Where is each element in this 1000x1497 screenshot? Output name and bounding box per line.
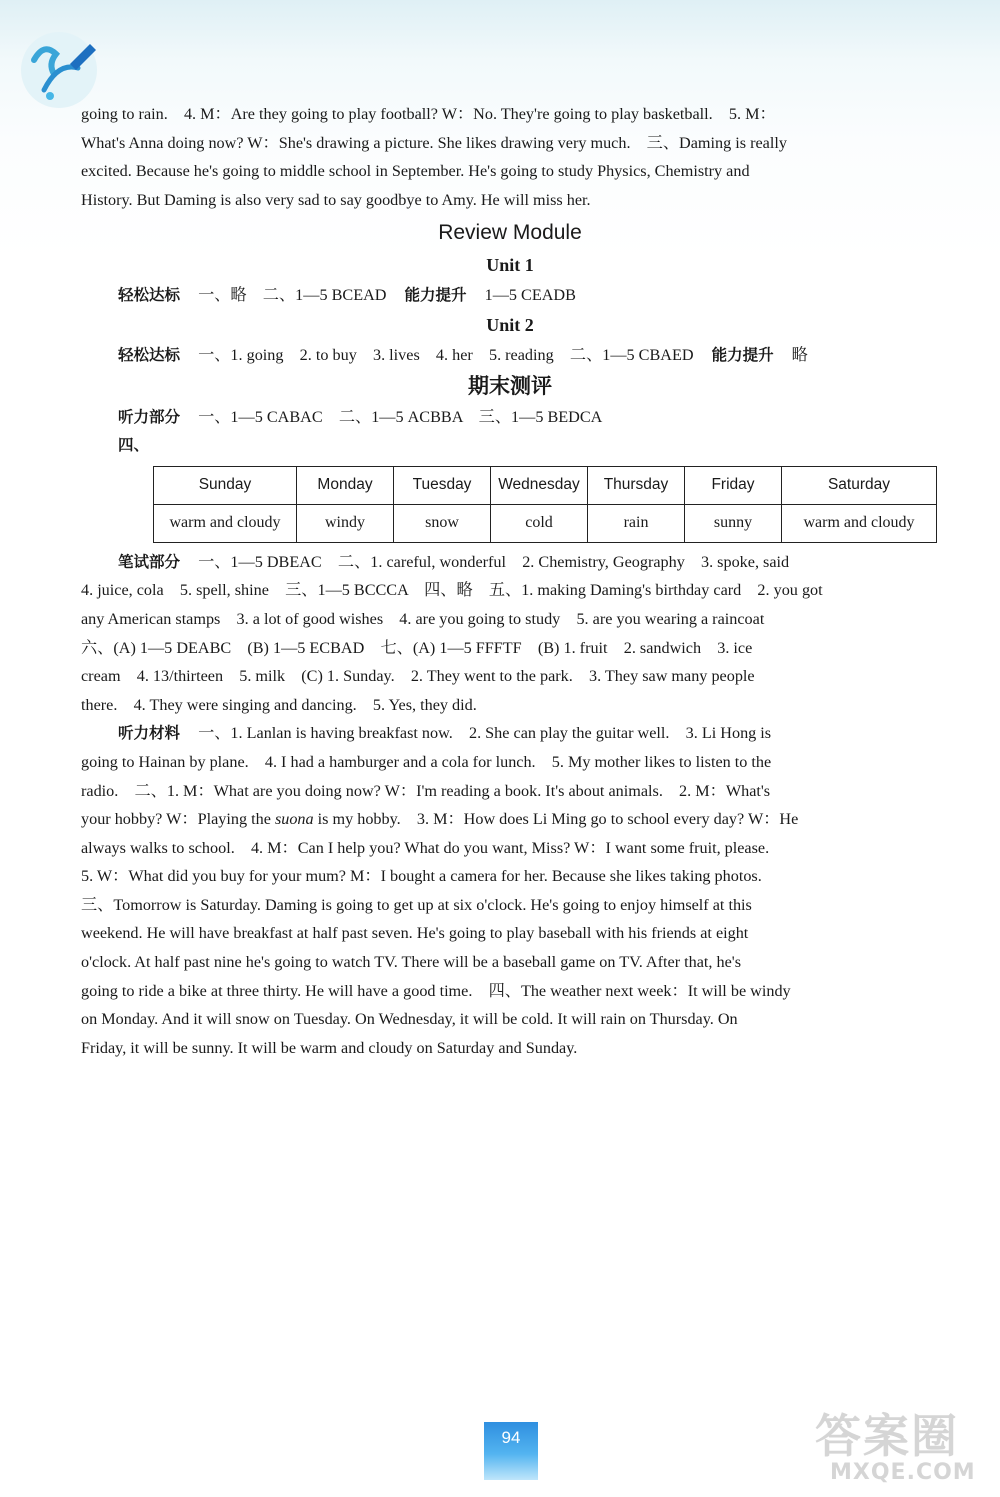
text-line: going to Hainan by plane. 4. I had a hamburger and a cola for lunch. 5. My mother likes to listen to the [81, 752, 772, 771]
intro-paragraph [81, 100, 939, 214]
text-line: weekend. He will have breakfast at half past seven. He's going to play baseball with his friends at eight [81, 924, 749, 943]
text-line: Friday, it will be sunny. It will be warm and cloudy on Saturday and Sunday. [81, 1038, 578, 1057]
final-exam-title: 期末测评 [468, 373, 552, 398]
unit2-answers [81, 341, 939, 370]
listening-answers [81, 403, 939, 432]
table-cell: windy [297, 504, 394, 542]
text-line: going to rain. 4. M：Are they going to play football? W：No. They're going to play basketball. 5. M： [81, 105, 776, 123]
section-four-mark: 四、 [118, 436, 150, 455]
corner-decoration-icon [14, 20, 104, 110]
text-segment: your hobby? W：Playing the [81, 810, 275, 829]
unit2-basic-answers: 一、1. going 2. to buy 3. lives 4. her 5. reading 二、1—5 CBAED [198, 345, 694, 364]
unit2-label-basic: 轻松达标 [118, 345, 181, 364]
table-cell: rain [588, 504, 685, 542]
text-line: 六、(A) 1—5 DEABC (B) 1—5 ECBAD 七、(A) 1—5 FFFTF (B) 1. fruit 2. sandwich 3. ice [81, 638, 753, 657]
text-line [81, 805, 939, 834]
materials-text: 一、1. Lanlan is having breakfast now. 2. She can play the guitar well. 3. Li Hong is [198, 724, 772, 743]
review-module-title: Review Module [438, 221, 582, 245]
unit1-title: Unit 1 [486, 255, 534, 276]
written-answer-text: 一、1—5 DBEAC 二、1. careful, wonderful 2. Chemistry, Geography 3. spoke, said [198, 552, 790, 571]
section-four-label [81, 431, 939, 460]
written-first-line [81, 548, 939, 577]
text-segment: is my hobby. 3. M：How does Li Ming go to school every day? W：He [313, 810, 799, 829]
watermark-logo [800, 1400, 990, 1490]
text-line: radio. 二、1. M：What are you doing now? W：I'm reading a book. It's about animals. 2. M：What's [81, 781, 771, 800]
table-header-cell: Tuesday [394, 466, 491, 504]
unit1-label-basic: 轻松达标 [118, 286, 181, 305]
watermark-text: 答案圈 [815, 1409, 959, 1463]
text-line: o'clock. At half past nine he's going to watch TV. There will be a baseball game on TV. After that, he's [81, 953, 741, 972]
weather-table [153, 466, 937, 543]
text-line: History. But Daming is also very sad to say goodbye to Amy. He will miss her. [81, 190, 591, 209]
table-cell: cold [491, 504, 588, 542]
text-line: What's Anna doing now? W：She's drawing a picture. She likes drawing very much. 三、Daming is really [81, 133, 787, 152]
listening-label: 听力部分 [118, 407, 181, 426]
text-line: going to ride a bike at three thirty. He will have a good time. 四、The weather next week：It will be windy [81, 981, 791, 1000]
unit1-label-advanced: 能力提升 [404, 286, 467, 305]
unit2-title: Unit 2 [486, 314, 534, 335]
text-line: on Monday. And it will snow on Tuesday. On Wednesday, it will be cold. It will rain on Thursday. On [81, 1010, 738, 1029]
page-number: 94 [484, 1422, 538, 1480]
listening-materials-section [81, 719, 939, 1062]
materials-first-line [81, 719, 939, 748]
answer-content [81, 100, 939, 1062]
unit1-advanced-answers: 1—5 CEADB [484, 286, 576, 305]
unit2-advanced-answers: 略 [791, 345, 808, 364]
table-header-cell: Sunday [154, 466, 297, 504]
text-line: 4. juice, cola 5. spell, shine 三、1—5 BCCCA 四、略 五、1. making Daming's birthday card 2. you got [81, 581, 823, 600]
text-line: always walks to school. 4. M：Can I help you? What do you want, Miss? W：I want some fruit, please. [81, 838, 770, 857]
unit1-basic-answers: 一、略 二、1—5 BCEAD [198, 286, 387, 305]
table-row [154, 504, 937, 542]
table-header-cell: Thursday [588, 466, 685, 504]
listening-answer-text: 一、1—5 CABAC 二、1—5 ACBBA 三、1—5 BEDCA [198, 407, 603, 426]
table-header-cell: Wednesday [491, 466, 588, 504]
text-line: excited. Because he's going to middle school in September. He's going to study Physics, Chemistry and [81, 162, 750, 181]
unit2-label-advanced: 能力提升 [711, 345, 774, 364]
unit1-answers [81, 281, 939, 310]
text-line: there. 4. They were singing and dancing. 5. Yes, they did. [81, 695, 477, 714]
table-header-cell: Monday [297, 466, 394, 504]
text-line: 三、Tomorrow is Saturday. Daming is going to get up at six o'clock. He's going to enjoy himself at this [81, 895, 752, 914]
materials-label: 听力材料 [118, 724, 181, 743]
table-cell: warm and cloudy [782, 504, 937, 542]
table-cell: snow [394, 504, 491, 542]
written-label: 笔试部分 [118, 552, 181, 571]
table-header-row [154, 466, 937, 504]
table-cell: sunny [685, 504, 782, 542]
table-header-cell: Saturday [782, 466, 937, 504]
suona-word: suona [274, 810, 314, 829]
text-line: 5. W：What did you buy for your mum? M：I bought a camera for her. Because she likes taking photos. [81, 867, 762, 886]
written-section [81, 548, 939, 720]
text-line: any American stamps 3. a lot of good wishes 4. are you going to study 5. are you wearing a raincoat [81, 609, 765, 628]
watermark-url: MXQE.COM [830, 1460, 976, 1485]
text-line: cream 4. 13/thirteen 5. milk (C) 1. Sunday. 2. They went to the park. 3. They saw many people [81, 667, 755, 686]
table-header-cell: Friday [685, 466, 782, 504]
table-cell: warm and cloudy [154, 504, 297, 542]
